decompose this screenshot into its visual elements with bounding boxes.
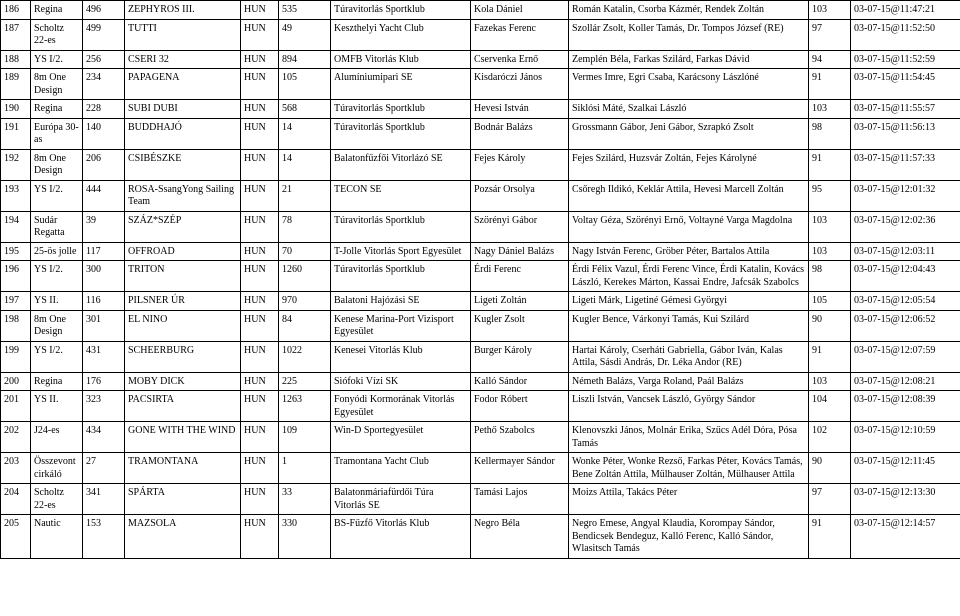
license-number-cell: 1260 (279, 261, 331, 292)
entry-number-cell: 190 (1, 100, 31, 119)
table-row (1, 515, 960, 559)
table-row (1, 180, 960, 211)
sail-number-cell: 496 (83, 1, 125, 20)
table-row (1, 19, 960, 50)
entry-number-cell: 197 (1, 292, 31, 311)
sail-number-cell: 27 (83, 453, 125, 484)
club-cell: Túravitorlás Sportklub (331, 261, 471, 292)
score-cell: 103 (809, 1, 851, 20)
license-number-cell: 535 (279, 1, 331, 20)
license-number-cell: 225 (279, 372, 331, 391)
skipper-cell: Fejes Károly (471, 149, 569, 180)
skipper-cell: Cservenka Ernő (471, 50, 569, 69)
nationality-cell: HUN (241, 149, 279, 180)
sail-number-cell: 300 (83, 261, 125, 292)
score-cell: 97 (809, 19, 851, 50)
nationality-cell: HUN (241, 310, 279, 341)
boat-class-cell: Scholtz 22-es (31, 484, 83, 515)
skipper-cell: Szörényi Gábor (471, 211, 569, 242)
entry-number-cell: 196 (1, 261, 31, 292)
nationality-cell: HUN (241, 211, 279, 242)
finish-time-cell: 03-07-15@11:54:45 (851, 69, 960, 100)
table-row (1, 310, 960, 341)
club-cell: Túravitorlás Sportklub (331, 211, 471, 242)
boat-name-cell: TRITON (125, 261, 241, 292)
finish-time-cell: 03-07-15@12:05:54 (851, 292, 960, 311)
club-cell: Tramontana Yacht Club (331, 453, 471, 484)
boat-name-cell: ZEPHYROS III. (125, 1, 241, 20)
nationality-cell: HUN (241, 69, 279, 100)
entry-number-cell: 189 (1, 69, 31, 100)
score-cell: 105 (809, 292, 851, 311)
license-number-cell: 84 (279, 310, 331, 341)
nationality-cell: HUN (241, 341, 279, 372)
score-cell: 90 (809, 310, 851, 341)
crew-cell: Ligeti Márk, Ligetiné Gémesi Györgyi (569, 292, 809, 311)
boat-name-cell: PILSNER ÚR (125, 292, 241, 311)
skipper-cell: Pozsár Orsolya (471, 180, 569, 211)
entry-number-cell: 195 (1, 242, 31, 261)
boat-class-cell: 8m One Design (31, 149, 83, 180)
sail-number-cell: 153 (83, 515, 125, 559)
boat-class-cell: 8m One Design (31, 69, 83, 100)
table-row (1, 391, 960, 422)
boat-class-cell: Európa 30-as (31, 118, 83, 149)
crew-cell: Moizs Attila, Takács Péter (569, 484, 809, 515)
crew-cell: Zemplén Béla, Farkas Szilárd, Farkas Dávid (569, 50, 809, 69)
boat-class-cell: Sudár Regatta (31, 211, 83, 242)
finish-time-cell: 03-07-15@12:06:52 (851, 310, 960, 341)
license-number-cell: 894 (279, 50, 331, 69)
skipper-cell: Kola Dániel (471, 1, 569, 20)
nationality-cell: HUN (241, 118, 279, 149)
nationality-cell: HUN (241, 372, 279, 391)
finish-time-cell: 03-07-15@12:07:59 (851, 341, 960, 372)
table-row (1, 484, 960, 515)
license-number-cell: 568 (279, 100, 331, 119)
skipper-cell: Ligeti Zoltán (471, 292, 569, 311)
finish-time-cell: 03-07-15@11:57:33 (851, 149, 960, 180)
table-row (1, 149, 960, 180)
skipper-cell: Nagy Dániel Balázs (471, 242, 569, 261)
crew-cell: Vermes Imre, Egri Csaba, Karácsony Lászlóné (569, 69, 809, 100)
finish-time-cell: 03-07-15@11:55:57 (851, 100, 960, 119)
nationality-cell: HUN (241, 242, 279, 261)
finish-time-cell: 03-07-15@12:10:59 (851, 422, 960, 453)
table-row (1, 261, 960, 292)
license-number-cell: 14 (279, 118, 331, 149)
table-row (1, 341, 960, 372)
nationality-cell: HUN (241, 484, 279, 515)
boat-class-cell: YS II. (31, 292, 83, 311)
table-row (1, 69, 960, 100)
crew-cell: Szollár Zsolt, Koller Tamás, Dr. Tompos József (RE) (569, 19, 809, 50)
boat-name-cell: PAPAGENA (125, 69, 241, 100)
entry-number-cell: 199 (1, 341, 31, 372)
license-number-cell: 21 (279, 180, 331, 211)
entry-number-cell: 193 (1, 180, 31, 211)
sail-number-cell: 117 (83, 242, 125, 261)
entry-number-cell: 205 (1, 515, 31, 559)
sail-number-cell: 206 (83, 149, 125, 180)
boat-class-cell: YS I/2. (31, 180, 83, 211)
license-number-cell: 1 (279, 453, 331, 484)
finish-time-cell: 03-07-15@12:04:43 (851, 261, 960, 292)
boat-name-cell: SZÁZ*SZÉP (125, 211, 241, 242)
skipper-cell: Fazekas Ferenc (471, 19, 569, 50)
finish-time-cell: 03-07-15@12:14:57 (851, 515, 960, 559)
boat-class-cell: Összevont cirkáló (31, 453, 83, 484)
sail-number-cell: 176 (83, 372, 125, 391)
nationality-cell: HUN (241, 422, 279, 453)
results-rows (1, 1, 960, 559)
score-cell: 91 (809, 341, 851, 372)
sail-number-cell: 341 (83, 484, 125, 515)
club-cell: Túravitorlás Sportklub (331, 118, 471, 149)
crew-cell: Nagy István Ferenc, Gröber Péter, Bartalos Attila (569, 242, 809, 261)
nationality-cell: HUN (241, 292, 279, 311)
crew-cell: Liszli István, Vancsek László, György Sándor (569, 391, 809, 422)
finish-time-cell: 03-07-15@12:08:39 (851, 391, 960, 422)
entry-number-cell: 204 (1, 484, 31, 515)
boat-name-cell: GONE WITH THE WIND (125, 422, 241, 453)
boat-class-cell: J24-es (31, 422, 83, 453)
finish-time-cell: 03-07-15@12:01:32 (851, 180, 960, 211)
boat-name-cell: SUBI DUBI (125, 100, 241, 119)
entry-number-cell: 203 (1, 453, 31, 484)
license-number-cell: 14 (279, 149, 331, 180)
license-number-cell: 1263 (279, 391, 331, 422)
license-number-cell: 49 (279, 19, 331, 50)
finish-time-cell: 03-07-15@12:08:21 (851, 372, 960, 391)
entry-number-cell: 188 (1, 50, 31, 69)
club-cell: BS-Fűzfő Vitorlás Klub (331, 515, 471, 559)
boat-name-cell: TUTTI (125, 19, 241, 50)
nationality-cell: HUN (241, 391, 279, 422)
score-cell: 103 (809, 100, 851, 119)
boat-name-cell: PACSIRTA (125, 391, 241, 422)
finish-time-cell: 03-07-15@11:56:13 (851, 118, 960, 149)
club-cell: OMFB Vitorlás Klub (331, 50, 471, 69)
finish-time-cell: 03-07-15@11:52:50 (851, 19, 960, 50)
score-cell: 90 (809, 453, 851, 484)
score-cell: 103 (809, 242, 851, 261)
score-cell: 103 (809, 211, 851, 242)
table-row (1, 372, 960, 391)
nationality-cell: HUN (241, 50, 279, 69)
club-cell: Balatoni Hajózási SE (331, 292, 471, 311)
sail-number-cell: 323 (83, 391, 125, 422)
table-row (1, 422, 960, 453)
crew-cell: Voltay Géza, Szörényi Ernő, Voltayné Varga Magdolna (569, 211, 809, 242)
table-row (1, 242, 960, 261)
sail-number-cell: 434 (83, 422, 125, 453)
club-cell: Kenese Marina-Port Vizisport Egyesület (331, 310, 471, 341)
finish-time-cell: 03-07-15@12:03:11 (851, 242, 960, 261)
skipper-cell: Tamási Lajos (471, 484, 569, 515)
skipper-cell: Hevesi István (471, 100, 569, 119)
finish-time-cell: 03-07-15@12:11:45 (851, 453, 960, 484)
score-cell: 91 (809, 69, 851, 100)
sail-number-cell: 39 (83, 211, 125, 242)
crew-cell: Kugler Bence, Várkonyi Tamás, Kui Szilárd (569, 310, 809, 341)
sail-number-cell: 140 (83, 118, 125, 149)
entry-number-cell: 200 (1, 372, 31, 391)
sail-number-cell: 431 (83, 341, 125, 372)
skipper-cell: Kisdaróczi János (471, 69, 569, 100)
boat-class-cell: 25-ös jolle (31, 242, 83, 261)
boat-class-cell: Regina (31, 1, 83, 20)
crew-cell: Fejes Szilárd, Huzsvár Zoltán, Fejes Károlyné (569, 149, 809, 180)
sail-number-cell: 234 (83, 69, 125, 100)
boat-class-cell: YS II. (31, 391, 83, 422)
table-row (1, 292, 960, 311)
boat-name-cell: MOBY DICK (125, 372, 241, 391)
entry-number-cell: 194 (1, 211, 31, 242)
nationality-cell: HUN (241, 180, 279, 211)
nationality-cell: HUN (241, 261, 279, 292)
boat-name-cell: SPÁRTA (125, 484, 241, 515)
skipper-cell: Fodor Róbert (471, 391, 569, 422)
crew-cell: Román Katalin, Csorba Kázmér, Rendek Zoltán (569, 1, 809, 20)
table-row (1, 453, 960, 484)
nationality-cell: HUN (241, 19, 279, 50)
nationality-cell: HUN (241, 100, 279, 119)
boat-class-cell: YS I/2. (31, 50, 83, 69)
score-cell: 103 (809, 372, 851, 391)
license-number-cell: 1022 (279, 341, 331, 372)
skipper-cell: Bodnár Balázs (471, 118, 569, 149)
skipper-cell: Érdi Ferenc (471, 261, 569, 292)
club-cell: Fonyódi Kormorának Vitorlás Egyesület (331, 391, 471, 422)
entry-number-cell: 186 (1, 1, 31, 20)
license-number-cell: 33 (279, 484, 331, 515)
score-cell: 94 (809, 50, 851, 69)
club-cell: Keszthelyi Yacht Club (331, 19, 471, 50)
score-cell: 97 (809, 484, 851, 515)
sail-number-cell: 301 (83, 310, 125, 341)
boat-class-cell: Regina (31, 372, 83, 391)
score-cell: 91 (809, 515, 851, 559)
license-number-cell: 105 (279, 69, 331, 100)
nationality-cell: HUN (241, 515, 279, 559)
club-cell: TECON SE (331, 180, 471, 211)
crew-cell: Klenovszki János, Molnár Erika, Szűcs Adél Dóra, Pósa Tamás (569, 422, 809, 453)
license-number-cell: 78 (279, 211, 331, 242)
table-row (1, 50, 960, 69)
crew-cell: Negro Emese, Angyal Klaudia, Korompay Sándor, Bendicsek Bendeguz, Kalló Ferenc, Kalló Sándor, Wlasitsch Tamás (569, 515, 809, 559)
entry-number-cell: 202 (1, 422, 31, 453)
sail-number-cell: 256 (83, 50, 125, 69)
entry-number-cell: 192 (1, 149, 31, 180)
sail-number-cell: 499 (83, 19, 125, 50)
finish-time-cell: 03-07-15@11:52:59 (851, 50, 960, 69)
club-cell: Balatonmáriafürdői Túra Vitorlás SE (331, 484, 471, 515)
boat-class-cell: 8m One Design (31, 310, 83, 341)
club-cell: Túravitorlás Sportklub (331, 1, 471, 20)
score-cell: 91 (809, 149, 851, 180)
skipper-cell: Pethő Szabolcs (471, 422, 569, 453)
club-cell: Kenesei Vitorlás Klub (331, 341, 471, 372)
score-cell: 104 (809, 391, 851, 422)
crew-cell: Siklósi Máté, Szalkai László (569, 100, 809, 119)
boat-name-cell: OFFROAD (125, 242, 241, 261)
boat-name-cell: SCHEERBURG (125, 341, 241, 372)
finish-time-cell: 03-07-15@12:13:30 (851, 484, 960, 515)
nationality-cell: HUN (241, 1, 279, 20)
skipper-cell: Kugler Zsolt (471, 310, 569, 341)
crew-cell: Wonke Péter, Wonke Rezső, Farkas Péter, Kovács Tamás, Bene Zoltán Attila, Mülhauser Zoltán, Mülhauser Attila (569, 453, 809, 484)
boat-name-cell: BUDDHAJÓ (125, 118, 241, 149)
boat-name-cell: EL NINO (125, 310, 241, 341)
table-row (1, 118, 960, 149)
boat-name-cell: ROSA-SsangYong Sailing Team (125, 180, 241, 211)
score-cell: 98 (809, 118, 851, 149)
entry-number-cell: 187 (1, 19, 31, 50)
table-row (1, 211, 960, 242)
boat-name-cell: MAZSOLA (125, 515, 241, 559)
finish-time-cell: 03-07-15@12:02:36 (851, 211, 960, 242)
entry-number-cell: 201 (1, 391, 31, 422)
table-row (1, 100, 960, 119)
license-number-cell: 970 (279, 292, 331, 311)
skipper-cell: Burger Károly (471, 341, 569, 372)
finish-time-cell: 03-07-15@11:47:21 (851, 1, 960, 20)
club-cell: Siófoki Vízi SK (331, 372, 471, 391)
crew-cell: Németh Balázs, Varga Roland, Paál Balázs (569, 372, 809, 391)
boat-class-cell: Scholtz 22-es (31, 19, 83, 50)
entry-number-cell: 198 (1, 310, 31, 341)
license-number-cell: 330 (279, 515, 331, 559)
nationality-cell: HUN (241, 453, 279, 484)
crew-cell: Grossmann Gábor, Jeni Gábor, Szrapkó Zsolt (569, 118, 809, 149)
boat-name-cell: CSERI 32 (125, 50, 241, 69)
club-cell: Win-D Sportegyesület (331, 422, 471, 453)
skipper-cell: Kalló Sándor (471, 372, 569, 391)
crew-cell: Hartai Károly, Cserháti Gabriella, Gábor Iván, Kalas Attila, Sásdi András, Dr. Léka Andor (RE) (569, 341, 809, 372)
club-cell: T-Jolle Vitorlás Sport Egyesület (331, 242, 471, 261)
sail-number-cell: 444 (83, 180, 125, 211)
boat-class-cell: Nautic (31, 515, 83, 559)
club-cell: Túravitorlás Sportklub (331, 100, 471, 119)
skipper-cell: Kellermayer Sándor (471, 453, 569, 484)
entry-number-cell: 191 (1, 118, 31, 149)
boat-name-cell: CSIBÉSZKE (125, 149, 241, 180)
boat-class-cell: YS I/2. (31, 261, 83, 292)
boat-class-cell: Regina (31, 100, 83, 119)
sail-number-cell: 116 (83, 292, 125, 311)
boat-class-cell: YS I/2. (31, 341, 83, 372)
sail-number-cell: 228 (83, 100, 125, 119)
boat-name-cell: TRAMONTANA (125, 453, 241, 484)
skipper-cell: Negro Béla (471, 515, 569, 559)
table-row (1, 1, 960, 20)
crew-cell: Csőregh Ildikó, Keklár Attila, Hevesi Marcell Zoltán (569, 180, 809, 211)
crew-cell: Érdi Félix Vazul, Érdi Ferenc Vince, Érdi Katalin, Kovács László, Kerekes Márton, Kassai Endre, Jafcsák Szabolcs (569, 261, 809, 292)
license-number-cell: 70 (279, 242, 331, 261)
score-cell: 102 (809, 422, 851, 453)
score-cell: 95 (809, 180, 851, 211)
club-cell: Alumíniumipari SE (331, 69, 471, 100)
score-cell: 98 (809, 261, 851, 292)
club-cell: Balatonfűzfői Vitorlázó SE (331, 149, 471, 180)
license-number-cell: 109 (279, 422, 331, 453)
